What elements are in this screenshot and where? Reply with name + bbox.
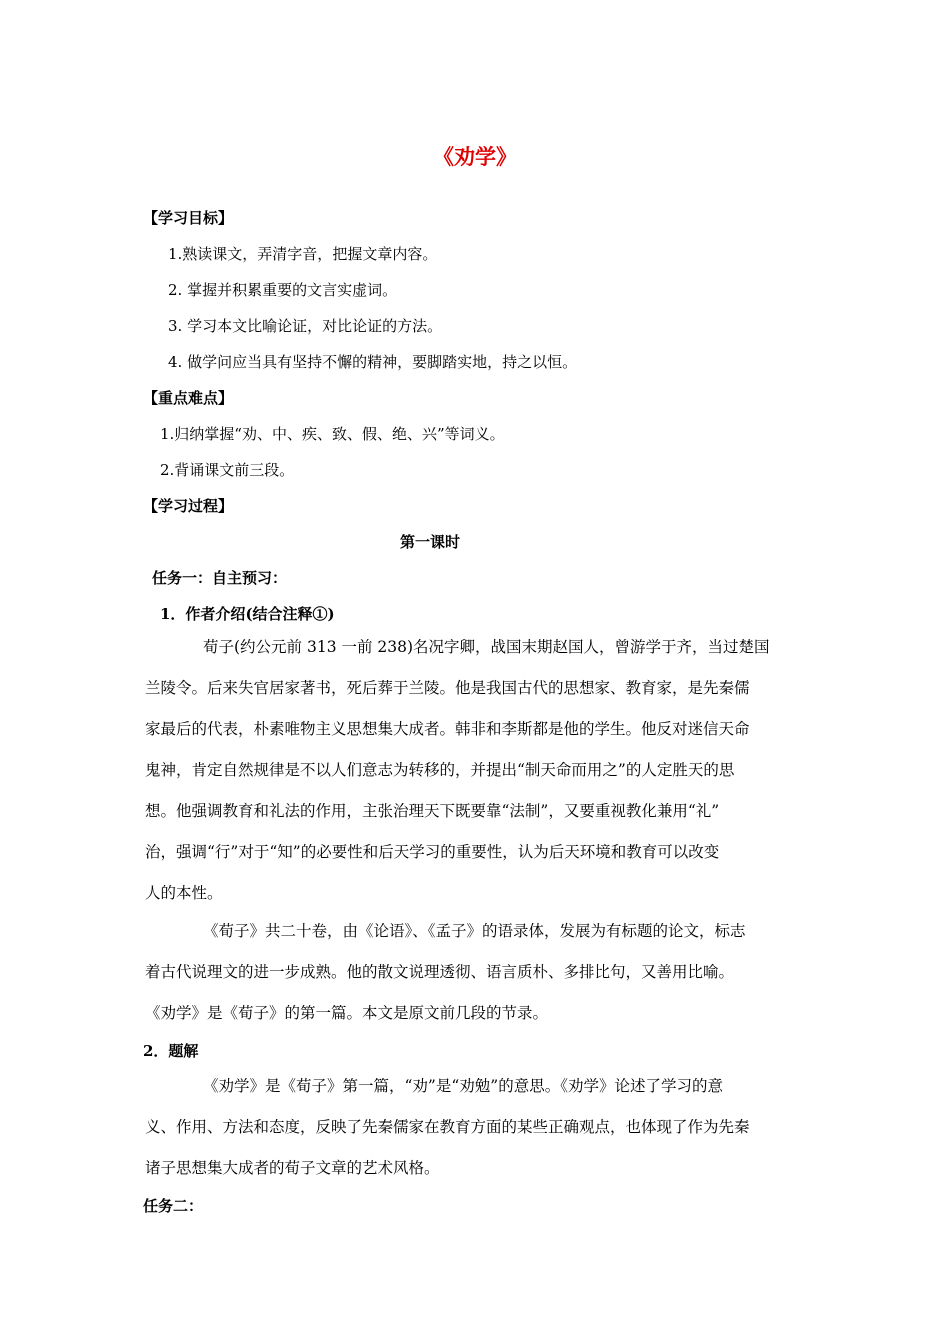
author-intro-heading: 1．作者介绍(结合注释①) (160, 605, 335, 623)
goal-item: 3. 学习本文比喻论证，对比论证的方法。 (168, 317, 443, 335)
goal-item: 2. 掌握并积累重要的文言实虚词。 (168, 281, 398, 299)
task2-heading: 任务二： (143, 1197, 204, 1215)
paragraph-line: 想。他强调教育和礼法的作用，主张治理天下既要靠“法制”，又要重视教化兼用“礼” (145, 802, 720, 820)
paragraph-line: 着古代说理文的进一步成熟。他的散文说理透彻、语言质朴、多排比句，又善用比喻。 (145, 963, 735, 981)
paragraph-line: 义、作用、方法和态度，反映了先秦儒家在教育方面的某些正确观点，也体现了作为先秦 (145, 1118, 750, 1136)
paragraph-line: 人的本性。 (145, 884, 223, 902)
paragraph-line: 《劝学》是《荀子》第一篇，“劝”是“劝勉”的意思。《劝学》论述了学习的意 (203, 1077, 723, 1095)
book-paragraph (145, 911, 810, 1034)
process-heading: 【学习过程】 (143, 497, 234, 515)
paragraph-line: 荀子(约公元前 313 一前 238)名况字卿，战国末期赵国人，曾游学于齐，当过楚国 (203, 638, 770, 656)
goals-heading: 【学习目标】 (143, 209, 234, 227)
paragraph-line: 治，强调“行”对于“知”的必要性和后天学习的重要性，认为后天环境和教育可以改变 (145, 843, 720, 861)
document-title: 《劝学》 (433, 144, 517, 169)
paragraph-line: 诸子思想集大成者的荀子文章的艺术风格。 (145, 1159, 440, 1177)
paragraph-line: 鬼神，肯定自然规律是不以人们意志为转移的，并提出“制天命而用之”的人定胜天的思 (145, 761, 735, 779)
paragraph-line: 《劝学》是《荀子》的第一篇。本文是原文前几段的节录。 (145, 1004, 549, 1022)
goal-item: 4. 做学问应当具有坚持不懈的精神，要脚踏实地，持之以恒。 (168, 353, 578, 371)
paragraph-line: 家最后的代表，朴素唯物主义思想集大成者。韩非和李斯都是他的学生。他反对迷信天命 (145, 720, 750, 738)
goal-item: 1.熟读课文，弄清字音，把握文章内容。 (168, 245, 438, 263)
key-point-item: 1.归纳掌握“劝、中、疾、致、假、绝、兴”等词义。 (160, 425, 505, 443)
author-paragraph (145, 627, 810, 914)
paragraph-line: 兰陵令。后来失官居家著书，死后葬于兰陵。他是我国古代的思想家、教育家，是先秦儒 (145, 679, 750, 697)
key-point-item: 2.背诵课文前三段。 (160, 461, 295, 479)
paragraph-line: 《荀子》共二十卷，由《论语》、《孟子》的语录体，发展为有标题的论文，标志 (203, 922, 746, 940)
title-explanation-heading: 2．题解 (143, 1042, 199, 1060)
title-paragraph (145, 1066, 810, 1189)
task1-heading: 任务一：自主预习： (152, 569, 288, 587)
key-points-heading: 【重点难点】 (143, 389, 234, 407)
lesson-label: 第一课时 (399, 533, 460, 551)
